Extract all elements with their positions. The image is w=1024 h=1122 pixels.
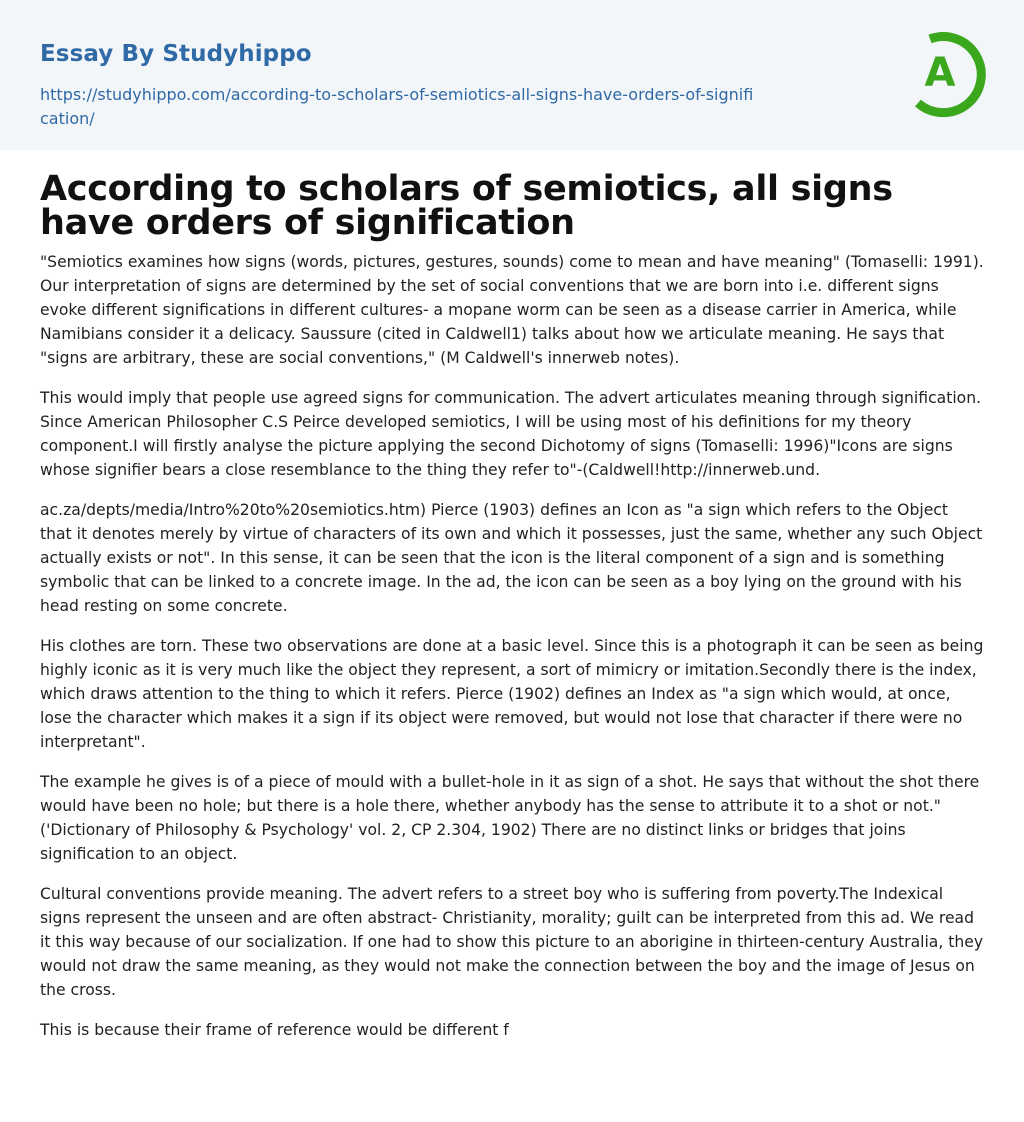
- article-paragraph: "Semiotics examines how signs (words, pictures, gestures, sounds) come to mean and have meaning" (Tomaselli: 1991). Our interpretation of signs are determined by the set of social conventions that we are born into i.e. different signs evoke different significations in different cultures- a mopane worm can be seen as a disease carrier in America, while Namibians consider it a delicacy. Saussure (cited in Caldwell1) talks about how we articulate meaning. He says that "signs are arbitrary, these are social conventions," (M Caldwell's innerweb notes).: [40, 253, 984, 367]
- article-paragraph: The example he gives is of a piece of mould with a bullet-hole in it as sign of a shot. He says that without the shot there would have been no hole; but there is a hole there, whether anybody has the sense to attribute it to a shot or not." ('Dictionary of Philosophy & Psychology' vol. 2, CP 2.304, 1902) There are no distinct links or bridges that joins signification to an object.: [40, 773, 980, 863]
- studyhippo-logo-icon[interactable]: [900, 26, 992, 118]
- logo-letter: A: [924, 50, 956, 96]
- article-paragraph: This is because their frame of reference would be different f: [40, 1021, 509, 1039]
- article-paragraph: This would imply that people use agreed signs for communication. The advert articulates meaning through signification. Since American Philosopher C.S Peirce developed semiotics, I will be using most of his definitions for my theory component.I will firstly analyse the picture applying the second Dichotomy of signs (Tomaselli: 1996)"Icons are signs whose signifier bears a close resemblance to the thing they refer to"-(Caldwell!http://innerweb.und.: [40, 389, 982, 479]
- brand-title: Essay By Studyhippo: [40, 41, 312, 67]
- article-paragraph: His clothes are torn. These two observations are done at a basic level. Since this is a photograph it can be seen as being highly iconic as it is very much like the object they represent, a sort of mimicry or imitation.Secondly there is the index, which draws attention to the thing to which it refers. Pierce (1902) defines an Index as "a sign which would, at once, lose the character which makes it a sign if its object were removed, but would not lose that character if there were no interpretant".: [40, 637, 984, 751]
- article-title: According to scholars of semiotics, all signs have orders of signification: [40, 169, 893, 243]
- article-paragraph: Cultural conventions provide meaning. The advert refers to a street boy who is suffering from poverty.The Indexical signs represent the unseen and are often abstract- Christianity, morality; guilt can be interpreted from this ad. We read it this way because of our socialization. If one had to show this picture to an aborigine in thirteen-century Australia, they would not draw the same meaning, as they would not make the connection between the boy and the image of Jesus on the cross.: [40, 885, 984, 999]
- source-url-link[interactable]: https://studyhippo.com/according-to-scholars-of-semiotics-all-signs-have-orders-of-signification/: [40, 85, 754, 128]
- article-content: [0, 150, 1024, 1042]
- article-paragraph: ac.za/depts/media/Intro%20to%20semiotics.htm) Pierce (1903) defines an Icon as "a sign which refers to the Object that it denotes merely by virtue of characters of its own and which it possesses, just the same, whether any such Object actually exists or not". In this sense, it can be seen that the icon is the literal component of a sign and is something symbolic that can be linked to a concrete image. In the ad, the icon can be seen as a boy lying on the ground with his head resting on some concrete.: [40, 501, 983, 615]
- page-header: [0, 0, 1024, 150]
